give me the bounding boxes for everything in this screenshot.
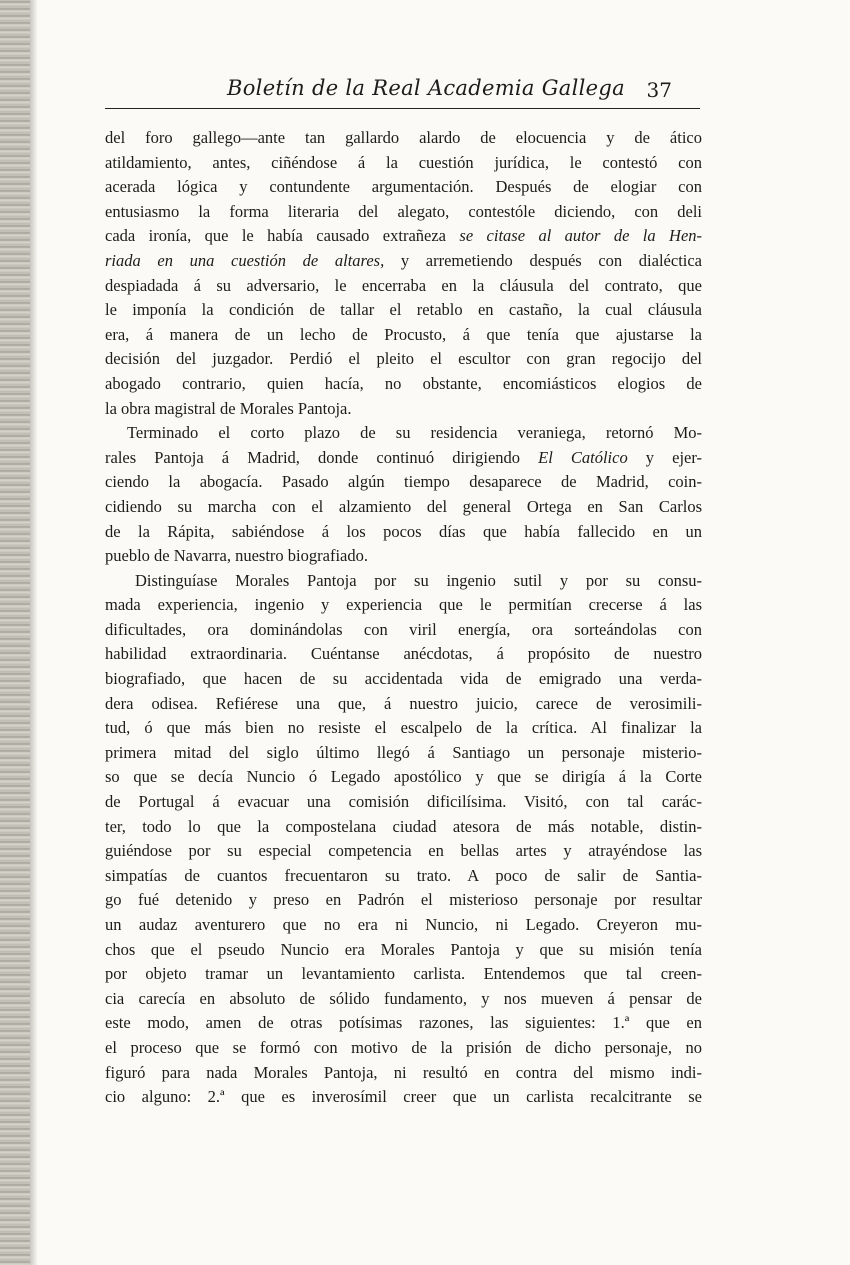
- text-line: guiéndose por su especial competencia en bellas artes y atrayéndose las: [105, 841, 702, 861]
- text-segment: cada ironía, que le había causado extrañeza: [105, 226, 447, 246]
- text-line: go fué detenido y preso en Padrón el misterioso personaje por resultar: [105, 890, 702, 910]
- italic-text: se citase al autor de la Hen-: [459, 226, 703, 246]
- text-line: [105, 446, 702, 471]
- text-line: ter, todo lo que la compostelana ciudad atesora de más notable, distin-: [105, 816, 702, 836]
- text-line: de la Rápita, sabiéndose á los pocos días que había fallecido en un: [105, 521, 702, 541]
- text-line: cio alguno: 2.ª que es inverosímil creer que un carlista recalcitrante se: [105, 1087, 702, 1107]
- page-number: 37: [646, 78, 672, 102]
- text-line: chos que el pseudo Nuncio era Morales Pantoja y que su misión tenía: [105, 939, 702, 959]
- text-line: este modo, amen de otras potísimas razones, las siguientes: 1.ª que en: [105, 1013, 702, 1033]
- text-line: cidiendo su marcha con el alzamiento del general Ortega en San Carlos: [105, 496, 702, 516]
- text-line: atildamiento, antes, ciñéndose á la cuestión jurídica, le contestó con: [105, 152, 702, 172]
- text-line: era, á manera de un lecho de Procusto, á que tenía que ajustarse la: [105, 324, 702, 344]
- text-line: entusiasmo la forma literaria del alegato, contestóle diciendo, con deli: [105, 201, 702, 221]
- book-spine-edge: [0, 0, 30, 1265]
- text-line: Terminado el corto plazo de su residencia veraniega, retornó Mo-: [127, 423, 702, 443]
- text-line: [105, 224, 702, 249]
- text-segment: y arremetiendo después con dialéctica: [400, 250, 703, 270]
- text-line: [105, 249, 702, 274]
- text-line: dificultades, ora dominándolas con viril energía, ora sorteándolas con: [105, 619, 702, 639]
- text-line: so que se decía Nuncio ó Legado apostólico y que se dirigía á la Corte: [105, 767, 702, 787]
- text-line: cia carecía en absoluto de sólido fundamento, y nos mueven á pensar de: [105, 988, 702, 1008]
- text-line: tud, ó que más bien no resiste el escalpelo de la crítica. Al finalizar la: [105, 718, 702, 738]
- running-head: Boletín de la Real Academia Gallega: [227, 76, 625, 100]
- text-line: ciendo la abogacía. Pasado algún tiempo desaparece de Madrid, coin-: [105, 472, 702, 492]
- text-line: despiadada á su adversario, le encerraba en la cláusula del contrato, que: [105, 275, 702, 295]
- text-line: decisión del juzgador. Perdió el pleito el escultor con gran regocijo del: [105, 349, 702, 369]
- text-line: biografiado, que hacen de su accidentada vida de emigrado una verda-: [105, 669, 702, 689]
- text-line: pueblo de Navarra, nuestro biografiado.: [105, 546, 368, 566]
- text-segment: y ejer-: [645, 447, 703, 467]
- page-header: [105, 72, 700, 109]
- body-text: [105, 126, 702, 1110]
- text-line: simpatías de cuantos frecuentaron su trato. A poco de salir de Santia-: [105, 865, 702, 885]
- text-line: dera odisea. Refiérese una que, á nuestro juicio, carece de verosimili-: [105, 693, 702, 713]
- text-segment: rales Pantoja á Madrid, donde continuó dirigiendo: [105, 447, 521, 467]
- text-line: figuró para nada Morales Pantoja, ni resultó en contra del mismo indi-: [105, 1062, 702, 1082]
- text-line: abogado contrario, quien hacía, no obstante, encomiásticos elogios de: [105, 373, 702, 393]
- text-line: habilidad extraordinaria. Cuéntanse anécdotas, á propósito de nuestro: [105, 644, 702, 664]
- text-line: mada experiencia, ingenio y experiencia que le permitían crecerse á las: [105, 595, 702, 615]
- text-line: un audaz aventurero que no era ni Nuncio, ni Legado. Creyeron mu-: [105, 915, 702, 934]
- text-line: la obra magistral de Morales Pantoja.: [105, 398, 352, 418]
- spine-shadow: [30, 0, 38, 1265]
- italic-text: El Católico: [538, 447, 628, 467]
- text-line: por objeto tramar un levantamiento carlista. Entendemos que tal creen-: [105, 964, 702, 984]
- text-line: le imponía la condición de tallar el retablo en castaño, la cual cláusula: [105, 300, 702, 320]
- text-line: Distinguíase Morales Pantoja por su ingenio sutil y por su consu-: [135, 570, 702, 590]
- text-line: el proceso que se formó con motivo de la prisión de dicho personaje, no: [105, 1037, 702, 1057]
- italic-text: riada en una cuestión de altares,: [105, 250, 385, 270]
- text-line: del foro gallego—ante tan gallardo alardo de elocuencia y de ático: [105, 128, 702, 147]
- text-line: acerada lógica y contundente argumentación. Después de elogiar con: [105, 177, 702, 197]
- text-line: de Portugal á evacuar una comisión dificilísima. Visitó, con tal carác-: [105, 792, 702, 812]
- text-line: primera mitad del siglo último llegó á Santiago un personaje misterio-: [105, 742, 702, 762]
